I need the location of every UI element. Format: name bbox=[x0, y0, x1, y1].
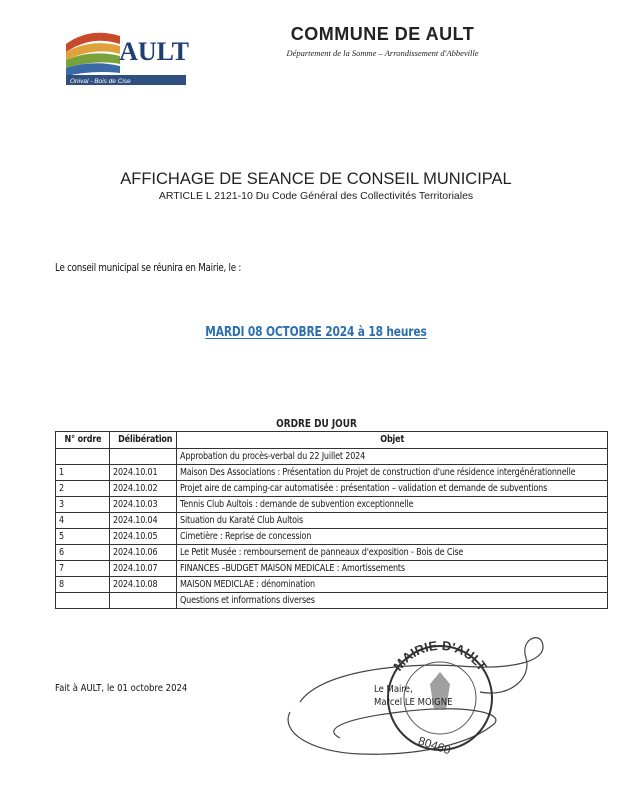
table-header-row bbox=[56, 432, 608, 449]
cell-num: 6 bbox=[56, 545, 110, 561]
cell-objet: Projet aire de camping-car automatisée : présentation – validation et demande de subventions bbox=[177, 481, 608, 497]
table-row bbox=[56, 449, 608, 465]
cell-deliberation: 2024.10.08 bbox=[110, 577, 177, 593]
table-row bbox=[56, 465, 608, 481]
cell-objet: Tennis Club Aultois : demande de subvention exceptionnelle bbox=[177, 497, 608, 513]
cell-num: 5 bbox=[56, 529, 110, 545]
intro-text: Le conseil municipal se réunira en Mairie, le : bbox=[55, 263, 242, 274]
commune-logo bbox=[62, 24, 192, 86]
cell-deliberation bbox=[110, 449, 177, 465]
header-objet: Objet bbox=[177, 432, 608, 449]
mayor-name: Marcel LE MOIGNE bbox=[374, 697, 453, 708]
document-subtitle: ARTICLE L 2121-10 Du Code Général des Collectivités Territoriales bbox=[158, 190, 474, 202]
cell-objet: Questions et informations diverses bbox=[177, 593, 608, 609]
cell-objet: Situation du Karaté Club Aultois bbox=[177, 513, 608, 529]
table-row bbox=[56, 529, 608, 545]
cell-objet: MAISON MEDICLAE : dénomination bbox=[177, 577, 608, 593]
cell-objet: Cimetière : Reprise de concession bbox=[177, 529, 608, 545]
mayor-block bbox=[374, 683, 452, 709]
mayor-title: Le Maire, bbox=[374, 684, 413, 695]
stamp-text: MAIRIE D'AULT bbox=[390, 637, 490, 674]
cell-num: 8 bbox=[56, 577, 110, 593]
signature-stamp-graphic bbox=[280, 632, 580, 792]
cell-deliberation: 2024.10.04 bbox=[110, 513, 177, 529]
logo-tagline: Onival - Bois de Cise bbox=[70, 78, 131, 85]
table-row bbox=[56, 593, 608, 609]
table-row bbox=[56, 561, 608, 577]
cell-objet: FINANCES –BUDGET MAISON MEDICALE : Amortissements bbox=[177, 561, 608, 577]
table-row bbox=[56, 481, 608, 497]
agenda-table bbox=[55, 431, 608, 609]
meeting-date: MARDI 08 OCTOBRE 2024 à 18 heures bbox=[205, 325, 427, 340]
cell-num: 7 bbox=[56, 561, 110, 577]
commune-subtitle: Département de la Somme – Arrondissement d'Abbeville bbox=[286, 48, 479, 58]
commune-title: COMMUNE DE AULT bbox=[290, 24, 475, 44]
table-row bbox=[56, 545, 608, 561]
logo-graphic bbox=[62, 24, 192, 86]
cell-deliberation: 2024.10.03 bbox=[110, 497, 177, 513]
cell-num bbox=[56, 593, 110, 609]
cell-num: 4 bbox=[56, 513, 110, 529]
cell-deliberation bbox=[110, 593, 177, 609]
cell-deliberation: 2024.10.01 bbox=[110, 465, 177, 481]
cell-deliberation: 2024.10.02 bbox=[110, 481, 177, 497]
cell-num bbox=[56, 449, 110, 465]
cell-num: 3 bbox=[56, 497, 110, 513]
stamp-postcode: 80460 bbox=[416, 733, 453, 758]
table-row bbox=[56, 577, 608, 593]
agenda-title-text: ORDRE DU JOUR bbox=[275, 418, 357, 430]
meeting-date-block bbox=[0, 323, 632, 341]
logo-text: AULT bbox=[119, 37, 189, 66]
svg-text:MAIRIE D'AULT bbox=[390, 638, 490, 674]
cell-num: 2 bbox=[56, 481, 110, 497]
header-deliberation: Délibération bbox=[110, 432, 177, 449]
agenda-title bbox=[0, 418, 632, 430]
header-num: N° ordre bbox=[56, 432, 110, 449]
cell-deliberation: 2024.10.06 bbox=[110, 545, 177, 561]
document-title: AFFICHAGE DE SEANCE DE CONSEIL MUNICIPAL bbox=[120, 170, 512, 188]
table-row bbox=[56, 497, 608, 513]
cell-objet: Le Petit Musée : remboursement de panneaux d'exposition - Bois de Cise bbox=[177, 545, 608, 561]
done-at-text: Fait à AULT, le 01 octobre 2024 bbox=[55, 683, 188, 694]
cell-objet: Maison Des Associations : Présentation du Projet de construction d'une résidence intergénérationnelle bbox=[177, 465, 608, 481]
table-row bbox=[56, 513, 608, 529]
cell-objet: Approbation du procès-verbal du 22 Juillet 2024 bbox=[177, 449, 608, 465]
cell-deliberation: 2024.10.07 bbox=[110, 561, 177, 577]
cell-num: 1 bbox=[56, 465, 110, 481]
signature-area bbox=[280, 632, 580, 792]
cell-deliberation: 2024.10.05 bbox=[110, 529, 177, 545]
